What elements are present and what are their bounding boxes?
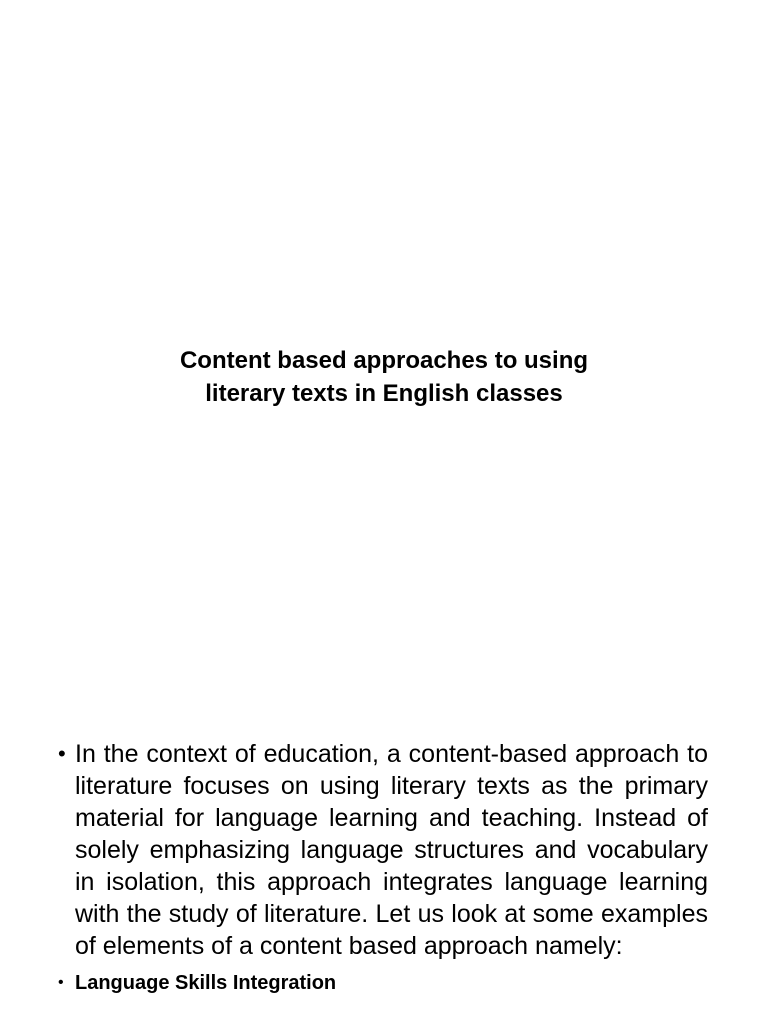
title-line-2: literary texts in English classes — [205, 380, 563, 407]
bullet-icon: • — [58, 741, 66, 766]
body-paragraph: In the context of education, a content-based approach to literature focuses on using literary texts as the primary material for language learning and teaching. Instead of solely emphasizing language structures and vocabulary in isolation, this approach integrates language learning with the study of literature. Let us look at some examples of elements of a content based approach namely: — [75, 740, 708, 960]
list-item — [58, 738, 708, 962]
bullet-icon: • — [58, 974, 64, 991]
sub-item-label: Language Skills Integration — [75, 972, 337, 994]
bullet-list — [58, 738, 708, 996]
list-item — [58, 970, 708, 996]
slide-title — [84, 344, 684, 410]
title-line-1: Content based approaches to using — [179, 347, 589, 374]
